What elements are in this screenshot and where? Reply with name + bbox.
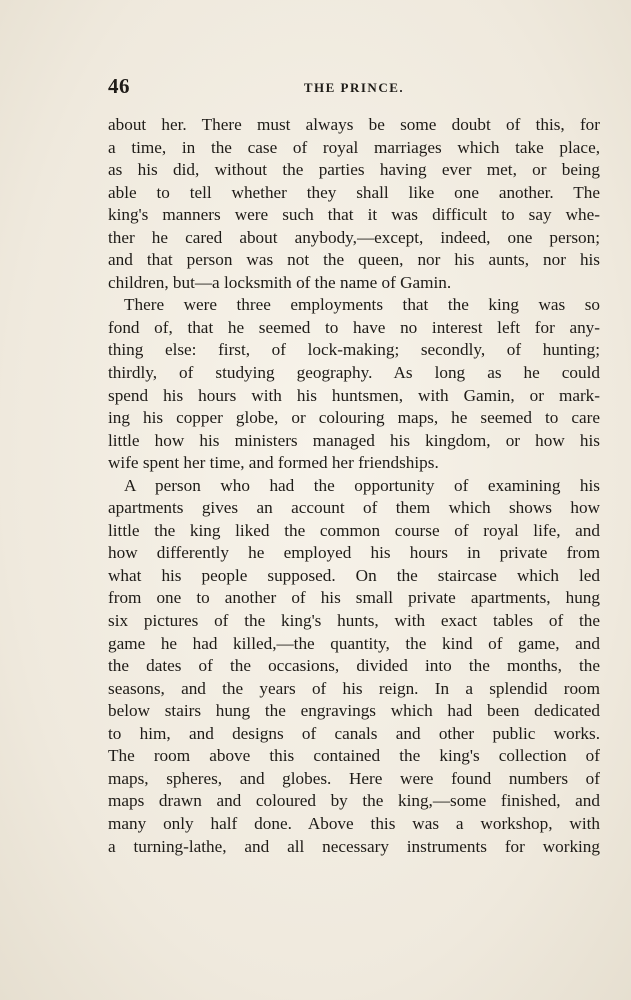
text-line: apartments gives an account of them which shows how	[108, 498, 600, 518]
text-line: fond of, that he seemed to have no interest left for any-	[108, 317, 600, 337]
running-title: THE PRINCE.	[303, 80, 405, 95]
text-line: maps, spheres, and globes. Here were found numbers of	[108, 768, 600, 788]
text-line: The room above this contained the king's collection of	[108, 746, 600, 766]
text-line: little how his ministers managed his kingdom, or how his	[108, 430, 600, 450]
text-line: a turning-lathe, and all necessary instruments for working	[108, 836, 600, 856]
text-line: little the king liked the common course of royal life, and	[108, 520, 600, 540]
text-line: about her. There must always be some doubt of this, for	[108, 115, 600, 134]
text-line: as his did, without the parties having ever met, or being	[108, 160, 600, 180]
text-line: below stairs hung the engravings which had been dedicated	[108, 701, 600, 721]
text-line: and that person was not the queen, nor his aunts, nor his	[108, 250, 600, 270]
page-header	[108, 74, 600, 102]
paragraph-start-line: A person who had the opportunity of examining his	[124, 475, 600, 495]
paragraph-start-line: There were three employments that the king was so	[124, 295, 600, 315]
page-number: 46	[108, 74, 130, 98]
text-line: spend his hours with his huntsmen, with Gamin, or mark-	[108, 385, 600, 405]
text-line: the dates of the occasions, divided into the months, the	[108, 656, 600, 676]
body-text	[108, 114, 600, 858]
text-line: king's manners were such that it was difficult to say whe-	[108, 205, 600, 225]
text-line: ing his copper globe, or colouring maps, he seemed to care	[108, 408, 600, 428]
text-line: from one to another of his small private apartments, hung	[108, 588, 600, 608]
text-line: able to tell whether they shall like one another. The	[108, 182, 600, 202]
text-line: maps drawn and coloured by the king,—some finished, and	[108, 791, 600, 811]
text-line: a time, in the case of royal marriages which take place,	[108, 137, 600, 157]
text-line: thing else: first, of lock-making; secondly, of hunting;	[108, 340, 600, 360]
text-line: seasons, and the years of his reign. In a splendid room	[108, 678, 600, 698]
paragraph-end-line: wife spent her time, and formed her friendships.	[108, 453, 439, 473]
text-line: game he had killed,—the quantity, the kind of game, and	[108, 633, 600, 653]
paragraph-end-line: children, but—a locksmith of the name of Gamin.	[108, 272, 452, 292]
text-line: thirdly, of studying geography. As long as he could	[108, 363, 600, 383]
text-line: ther he cared about anybody,—except, indeed, one person;	[108, 227, 600, 247]
text-line: what his people supposed. On the staircase which led	[108, 565, 600, 585]
text-line: how differently he employed his hours in private from	[108, 543, 600, 563]
text-line: many only half done. Above this was a workshop, with	[108, 813, 600, 833]
text-line: to him, and designs of canals and other public works.	[108, 723, 600, 743]
text-line: six pictures of the king's hunts, with exact tables of the	[108, 611, 600, 631]
